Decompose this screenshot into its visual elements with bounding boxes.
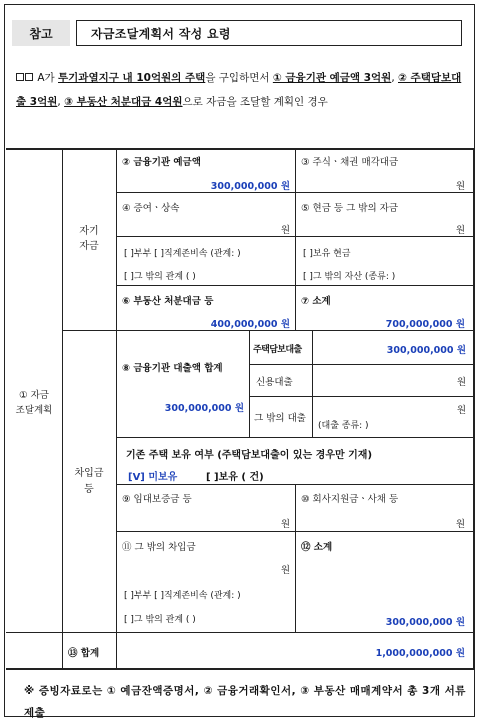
borrowed-label: 차입금 등 bbox=[74, 468, 104, 495]
other-borrow-label: ⑪ 그 밖의 차입금 bbox=[122, 542, 196, 553]
cash-unit: 원 bbox=[455, 225, 465, 236]
intro-region: 투기과열지구 내 10억원의 주택 bbox=[58, 72, 206, 84]
company-support-label: ⑩ 회사지원금ㆍ사채 등 bbox=[301, 494, 399, 505]
loan-total-amount: 300,000,000 원 bbox=[164, 403, 244, 414]
borrow-subtotal-amount: 300,000,000 원 bbox=[385, 617, 465, 628]
deposit-label: ② 금융기관 예금액 bbox=[122, 157, 201, 168]
funding-plan-table bbox=[6, 148, 474, 670]
other-loan-unit: 원 bbox=[456, 405, 466, 416]
footer-note: ※ 증빙자료로는 ① 예금잔액증명서, ② 금융거래확인서, ③ 부동산 매매계약서 총 3개 서류 제출 bbox=[24, 685, 466, 719]
borrow-subtotal-label: ⑫ 소계 bbox=[301, 542, 333, 553]
lease-deposit-unit: 원 bbox=[280, 519, 290, 530]
intro-paragraph: A가 투기과열지구 내 10억원의 주택을 구입하면서 ① 금융기관 예금액 3억원, ② 주택담보대출 3억원, ③ 부동산 처분대금 4억원으로 자금을 조달할 계획인 경우 bbox=[16, 72, 462, 108]
existing-house-question: 기존 주택 보유 여부 (주택담보대출이 있는 경우만 기재) bbox=[126, 450, 373, 461]
credit-loan-label: 신용대출 bbox=[256, 377, 293, 388]
has-house-checkbox[interactable]: [ ]보유 ( 건) bbox=[206, 472, 264, 483]
reference-tag: 참고 bbox=[12, 20, 70, 46]
borrow-relation-2: [ ]그 밖의 관계 ( ) bbox=[124, 615, 196, 625]
total-label: ⑬ 합계 bbox=[68, 648, 100, 659]
checkbox-icon bbox=[16, 72, 34, 84]
stock-unit: 원 bbox=[455, 181, 465, 192]
deposit-amount: 300,000,000 원 bbox=[210, 181, 290, 192]
intro-item2: ② 주택담보대출 3억원 bbox=[16, 72, 462, 108]
total-amount: 1,000,000,000 원 bbox=[375, 648, 465, 659]
loan-total-label: ⑧ 금융기관 대출액 합계 bbox=[122, 363, 223, 374]
property-amount: 400,000,000 원 bbox=[210, 319, 290, 330]
section-label: ① 자금 조달계획 bbox=[15, 390, 53, 416]
gift-relation-2: [ ]그 밖의 관계 ( ) bbox=[124, 272, 196, 282]
intro-prefix: A가 bbox=[37, 72, 55, 84]
page-title: 자금조달계획서 작성 요령 bbox=[76, 20, 462, 46]
mortgage-label: 주택담보대출 bbox=[253, 345, 302, 355]
no-house-checkbox[interactable]: [V] 미보유 bbox=[128, 472, 178, 483]
stock-label: ③ 주식ㆍ채권 매각대금 bbox=[301, 157, 399, 168]
cash-option-2: [ ]그 밖의 자산 (종류: ) bbox=[303, 272, 396, 282]
gift-relation-1: [ ]부부 [ ]직계존비속 (관계: ) bbox=[124, 249, 241, 259]
gift-label: ④ 증여ㆍ상속 bbox=[122, 203, 180, 214]
other-loan-label: 그 밖의 대출 bbox=[254, 413, 306, 424]
intro-suffix: 으로 자금을 조달할 계획인 경우 bbox=[182, 96, 328, 108]
own-subtotal-label: ⑦ 소계 bbox=[301, 296, 331, 307]
intro-item1: ① 금융기관 예금액 3억원 bbox=[272, 72, 392, 84]
loan-type: (대출 종류: ) bbox=[318, 421, 369, 431]
cash-option-1: [ ]보유 현금 bbox=[303, 249, 351, 259]
own-subtotal-amount: 700,000,000 원 bbox=[385, 319, 465, 330]
mortgage-amount: 300,000,000 원 bbox=[386, 345, 466, 356]
intro-item3: ③ 부동산 처분대금 4억원 bbox=[64, 96, 183, 108]
cash-label: ⑤ 현금 등 그 밖의 자금 bbox=[301, 203, 399, 214]
company-support-unit: 원 bbox=[455, 519, 465, 530]
lease-deposit-label: ⑨ 임대보증금 등 bbox=[122, 494, 192, 505]
title-row bbox=[12, 20, 462, 46]
credit-loan-unit: 원 bbox=[456, 377, 466, 388]
borrow-relation-1: [ ]부부 [ ]직계존비속 (관계: ) bbox=[124, 591, 241, 601]
intro-mid: 을 구입하면서 bbox=[205, 72, 270, 84]
other-borrow-unit: 원 bbox=[280, 565, 290, 576]
property-label: ⑥ 부동산 처분대금 등 bbox=[122, 296, 214, 307]
gift-unit: 원 bbox=[280, 225, 290, 236]
own-funds-label: 자기 자금 bbox=[79, 226, 99, 252]
